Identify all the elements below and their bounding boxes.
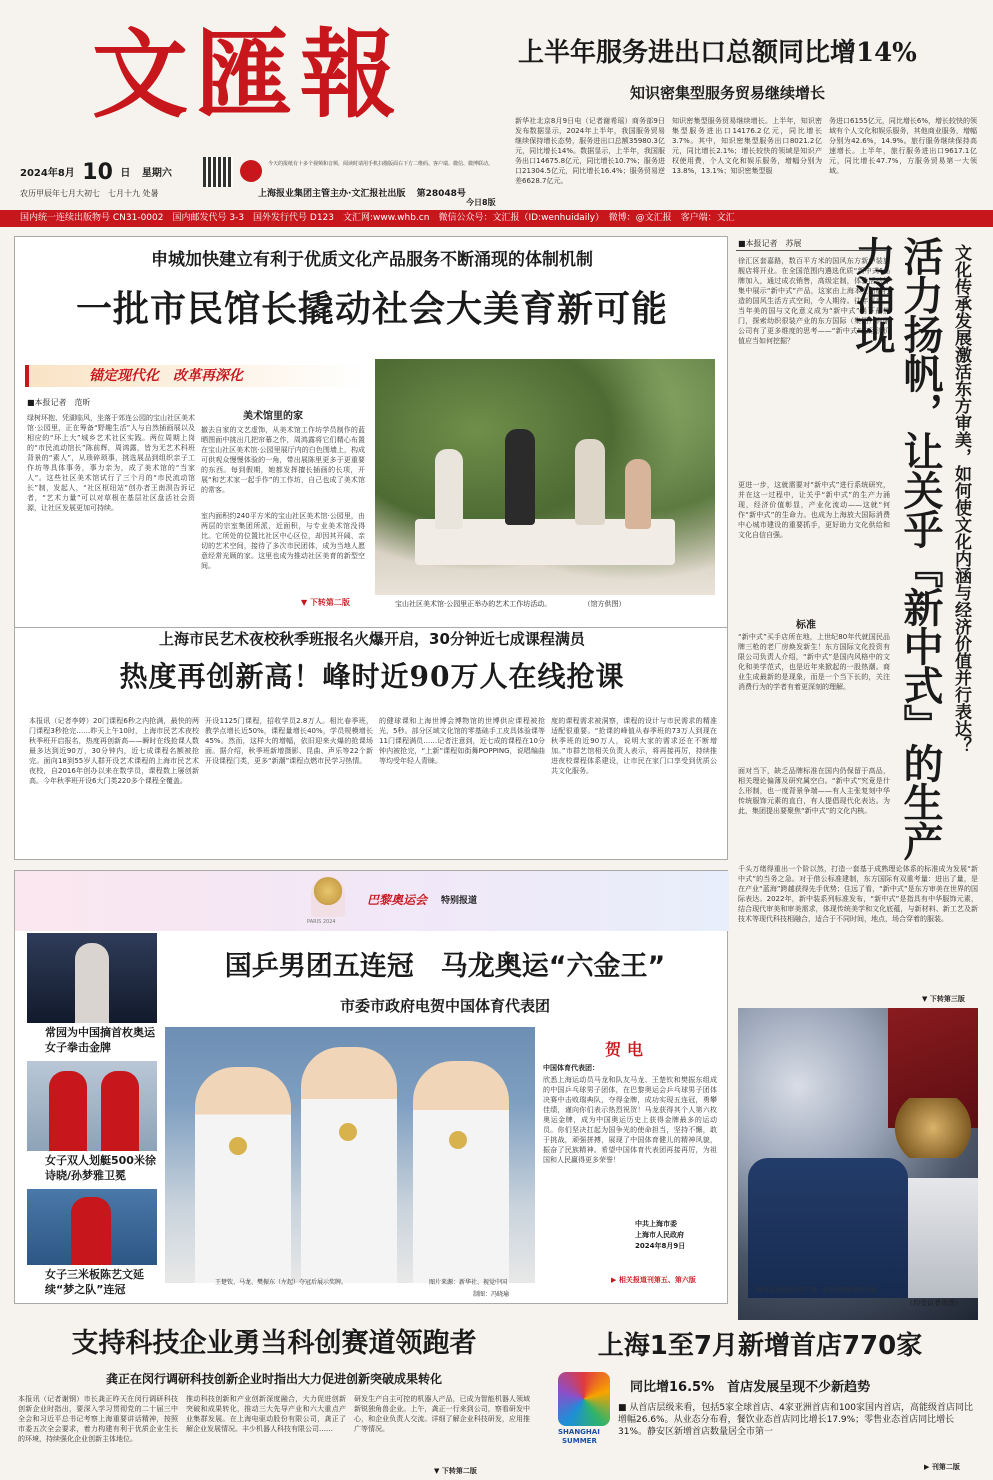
athlete-figure xyxy=(101,1071,139,1151)
athlete-figure xyxy=(71,1197,111,1265)
lead-headline: 一批市民馆长撬动社会大美育新可能 xyxy=(75,289,668,330)
olympics-photo-credit: 图片来源：新华社、视觉中国 xyxy=(429,1279,508,1286)
shanghai-summer-word2: SUMMER xyxy=(562,1437,597,1445)
lead-col3: 室内面积约240平方米的宝山社区美术馆·公园里，由两层的宗室集团所派，近面积，与专业美术馆没得比。它所处的位置比社区中心区位，却因其开阔、亲切的艺术空间，接待了多次市民团体，成为当地人愿意经常光顾的家。这里也成为推动社区美育的新型空间。 xyxy=(201,512,365,570)
sidebar-body5: 千头万绪得重出一个阶以然，打造一套基于成熟理论体系的标准成为发展“新中式”的当务之急。对于借公标准建制，东方国际有双重考量：进出了量，是在产业“蓝海”跨越获得先手优势；住远了看，“新中式”是东方审美在世界的国际表达。2022年，新中装系列标准发布，“新中式”是指具有中华服饰元素，结合现代审美和审美需求，体现传统美学和文化底蕴，与新材料、新工艺及新技术等现代科技相融合，适合于不同时间，地点，场合穿着的服装。 xyxy=(738,865,978,923)
sidebar-vertical-subhead: 文化传承发展激活东方审美，如何使文化内涵与经济价值并行表达？ xyxy=(951,244,971,754)
second-col2: 开设1125门课程，招收学员2.8万人。相比春季班，教学点增长近50%，课程量增长40%，学员规模增长45%。然而，这样大的增幅，依旧迎来火爆的抢课场面。据介绍，秋季班新增摄影、昆曲、声乐等22个新开设课程门类，更多“新潮”课程点燃市民学习热情。 xyxy=(205,717,373,765)
qr-note: 今天的报纸有十多个视频和音频，阅读时请用手机扫描版面右下方二维码。客户端、微信、微博联动。 xyxy=(268,161,494,167)
sidebar-subhead: 标准 xyxy=(796,620,816,631)
science-continued[interactable]: ▼ 下转第二版 xyxy=(434,1467,477,1475)
top-headline: 上半年服务进出口总额同比增14% xyxy=(518,38,917,68)
olympics-photo-caption: 王楚钦、马龙、樊振东（左起）夺冠后展示奖牌。 xyxy=(215,1279,348,1286)
shanghai-summer-word1: SHANGHAI xyxy=(558,1428,600,1436)
publisher: 上海报业集团主管主办·文汇报社出版 xyxy=(258,189,406,199)
reform-banner xyxy=(25,365,365,387)
sidebar-vertical-headline: 活力扬帆，让关乎『新中式』的生产力涌现 xyxy=(849,236,943,860)
second-story xyxy=(14,628,728,860)
science-col1: 本报讯（记者谢钢）市长龚正昨天在闵行调研科技创新企业时指出，要深入学习贯彻党的二十届三中全会和习近平总书记考察上海重要讲话精神，按照市委五次全会要求，着力构建有利于优质企业生长的环境，持续强化企业创新主体地位。 xyxy=(18,1395,178,1443)
top-story-col2: 知识密集型服务贸易继续增长。上半年，知识密集型服务进出口14176.2亿元，同比增长3.7%。其中，知识密集型服务出口8021.2亿元，同比增长2.1%；增长较快的领域是知识产权使用费，个人文化和娱乐服务，增幅分别为13.8%，13.1%；知识密集型服 xyxy=(672,117,822,175)
sidebar-byline: ■本报记者 苏展 xyxy=(738,239,802,248)
telegram-body: 欣悉上海运动员马龙和队友马龙、王楚钦和樊振东组成的中国乒乓球男子团体，在巴黎奥运会乒乓球男子团体决赛中击败瑞典队，夺得金牌，成功实现五连冠，勇攀佳绩，谨向你们表示热烈祝贺！马龙获得其个人第六枚奥运金牌，成为中国奥运历史上获得金牌最多的运动员。你们坚决扛起为国争光的使命担当，坚持不懈，敢于挑战，顽强拼搏，展现了中国体育健儿的精神风貌，振奋了民族精神。希望中国体育代表团再接再厉，为祖国和人民赢得更多荣誉！ xyxy=(543,1076,717,1164)
lunar-date: 农历甲辰年七月大初七 七月十九 处暑 xyxy=(20,189,159,198)
art-workshop-photo xyxy=(375,359,715,595)
medal-icon xyxy=(229,1137,247,1155)
olympics-side-caption-3: 女子三米板陈艺文延续“梦之队”连冠 xyxy=(45,1268,144,1296)
date-day: 10 xyxy=(82,160,113,185)
lead-byline: ■本报记者 范昕 xyxy=(27,398,91,407)
science-subhead: 龚正在闵行调研科技创新企业时指出大力促进创新突破成果转化 xyxy=(105,1372,442,1386)
telegram-box xyxy=(543,1031,723,1291)
retail-subhead: 同比增16.5% 首店发展呈现不少新趋势 xyxy=(630,1380,871,1395)
athlete-fan-zhendong-figure xyxy=(413,1061,509,1283)
person-figure xyxy=(435,449,463,529)
lead-story xyxy=(14,236,728,628)
lead-caption-credit: （馆方供图） xyxy=(583,600,626,608)
paris-mark: PARIS 2024 xyxy=(307,919,336,925)
info-bar-text: 国内统一连续出版物号 CN31-0002 国内邮发代号 3-3 国外发行代号 D123 文汇网:www.whb.cn 微信公众号：文汇报（ID:wenhuidaily） 微博：@文汇报 客户端：文汇 xyxy=(20,213,735,223)
science-col2: 推动科技创新和产业创新深度融合，大力促进创新突破和成果转化，推动三大先导产业和六大重点产业集群发展。在上海电驱动股份有限公司，龚正了解企业发展情况。丰少机器人科技有限公司…… xyxy=(186,1395,346,1433)
lead-col1: 绿树环抱、凭湖临风，坐落于郊连公园的宝山社区美术馆·公园里，正在筹备“野趣生活”人与自然插画展以及相应的“环上大”城乡艺术社区实践。两位周期上岗的“市民流动馆长”陈前辉，周鸿露，皆为无艺术科班背景的“素人”，从琐碎琐事，挑选展品到组织亲子工作坊等具体事务，事力亲为，成了美术馆的“当家人”。这些社区美术馆试行了三个月的“市民流动馆长”制，发起人，“社区枢纽站”创办者王南溟告诉记者，“艺术力量”可以对草根在基层社区盘活社会资源，让社区发展更加可持续。 xyxy=(27,414,195,512)
olympics-headline: 国乒男团五连冠 马龙奥运“六金王” xyxy=(224,951,666,982)
top-subhead: 知识密集型服务贸易继续增长 xyxy=(630,84,826,102)
lead-col2: 撤去自家的文艺虚饰，从美术馆工作坊学员制作的蓝晒图面中挑出几把帘幕之作，周鸿露将它们精心布置在宝山社区美术馆·公园里展厅内的白色围墙上，构成可供观众慢慢体验的一角，带出展陈里更多于更重要的东西。每到假期，她都发挥擅长插画的长项，开展“和艺术家一起手作”的工作坊，自己也成了美术馆的常客。 xyxy=(201,426,365,494)
sidebar-body2: 更进一步，这就需要对“新中式”进行系统研究，并在这一过程中，让关乎“新中式”的生产力涌现，经济价值彰显，产业化流动——这就“何作“新中式”的生命力。也成为上海放大国际消费中心城市建设的重要抓手，更好助力文化供给和文化自信自强。 xyxy=(738,481,890,539)
white-garment xyxy=(908,1178,978,1298)
sidebar-story xyxy=(736,236,981,1316)
science-story xyxy=(14,1318,534,1478)
reform-banner-text: 锚定现代化 改革再深化 xyxy=(89,368,243,384)
issue-date xyxy=(20,160,172,185)
telegram-title: 贺电 xyxy=(605,1040,650,1059)
lead-continued[interactable]: ▼ 下转第二版 xyxy=(301,598,350,607)
publisher-line xyxy=(258,186,466,199)
canoe-photo xyxy=(27,1061,157,1151)
olympics-subhead: 市委市政府电贺中国体育代表团 xyxy=(339,997,550,1015)
second-col3: 的健球课和上海世博会博物馆的世博供应课程被抢光，5秒。部分区域文化馆的零基础手工皮具体验课等11门课程满员……记者注意到，近七成的课程在10分钟内被抢完，“上新”课程如街舞POPPING，说唱编曲等均受年轻人青睐。 xyxy=(379,717,545,765)
sidebar-body3: “新中式”买手店所在地，上世纪80年代就国民品牌三枪的老厂房焕发新生！东方国际文化投资有限公司负责人介绍，“新中式”是国内风格中的文化和美学范式，也是近年来掀起的一股热潮。商业生成最新的是现象，而是一个当下长的，关注消费行为的学者有着更深刻的理解。 xyxy=(738,633,890,691)
sidebar-body1: 徐汇区套嘉路，数百平方米的国风东方新中装旗舰店将开业。在全国范围内遴选优质“新中式”品牌加入，通过成衣销售，高级定制，体验活动等集中展示“新中式”产品，这家由上海本土品牌打造的国风生活方式空间，令人期待。往年以来，当年美的国与文化意义成为“新中式”当下最热门，探索幼织很装产业的东方国际（集团）有限公司有了更多维度的思考——“新中式”的经济价值应当如何挖掘？ xyxy=(738,257,890,345)
second-col1: 本报讯（记者李婷）20门课程6秒之内抢满，最快的两门课程3秒抢完……昨天上午10时，上海市民艺术夜校秋季班开启报名，热度再创新高——瞬时在线抢课人数最多达到近90万，30分钟内，近七成课程名额被抢完。面向18到55岁人群开设艺术课程的上海市民艺术夜校，自2016年创办以来在数学员，课程数上屡创新高。今年秋季班开设6大门类220多个课程全覆盖。 xyxy=(29,717,199,785)
lead-caption-text: 宝山社区美术馆·公园里正举办的艺术工作坊活动。 xyxy=(395,600,552,608)
telegram-recipient: 中国体育代表团： xyxy=(543,1064,599,1072)
olympics-tag: 特别报道 xyxy=(441,896,478,906)
boxer-photo xyxy=(27,933,157,1023)
blue-garment xyxy=(748,1158,908,1298)
retail-headline: 上海1至7月新增首店770家 xyxy=(597,1331,923,1361)
publisher-seal-icon xyxy=(240,160,262,182)
science-col3: 研发生产自主可控的机器人产品，已成为智能机器人领域新锐独角兽企业。上午，龚正一行来到公司，察看研发中心，和企业负责人交流。详细了解企业科技研发，应用推广等情况。 xyxy=(354,1395,530,1433)
telegram-sign-government: 上海市人民政府 xyxy=(635,1231,684,1239)
telegram-related-link[interactable]: ▶ 相关报道刊第五、第六版 xyxy=(611,1276,696,1284)
olympics-side-caption-1: 常园为中国摘首枚奥运女子拳击金牌 xyxy=(45,1026,155,1054)
masthead xyxy=(0,0,993,210)
lead-subhead: 美术馆里的家 xyxy=(243,411,303,422)
second-headline: 热度再创新高！峰时近90万人在线抢课 xyxy=(119,660,625,693)
athlete-figure xyxy=(75,943,109,1023)
person-figure xyxy=(505,429,535,525)
athlete-ma-long-figure xyxy=(301,1047,397,1283)
newspaper-logo: 文匯報 xyxy=(92,18,404,131)
sidebar-body4: 面对当下，缺乏品牌标准在国内仍保留于高品，相关理论偏薄及研究属空白。“新中式”究竟是什么形制，也一度背景争端——有人主张复刻中华传统服饰元素的直白，有人提倡现代化表达。为此，集团提出要聚焦“新中式”的文化内核。 xyxy=(738,767,890,815)
retail-body: ■ 从首店层级来看，包括5家全球首店、4家亚洲首店和100家国内首店，高能级首店同比增幅26.6%。从业态分布看，餐饮业态首店同比增长17.9%；零售业态首店同比增长31%。静安区新增首店数量居全市第一 xyxy=(618,1403,973,1437)
date-prefix: 2024年8月 xyxy=(20,168,75,179)
issue-number: 第28048号 xyxy=(416,189,466,199)
shanghai-summer-logo-icon xyxy=(558,1372,610,1426)
retail-continued[interactable]: ▶ 刊第二版 xyxy=(924,1463,960,1471)
gold-embroidery xyxy=(888,1098,978,1158)
fashion-photo xyxy=(738,1008,978,1320)
lead-kicker: 申城加快建立有利于优质文化产品服务不断涌现的体制机制 xyxy=(151,250,593,270)
weekday: 星期六 xyxy=(141,168,172,179)
lead-photo-caption xyxy=(395,599,625,609)
olympics-side-caption-2: 女子双人划艇500米徐诗晓/孙梦雅卫冕 xyxy=(45,1154,156,1182)
paris-logo-icon xyxy=(311,877,345,917)
sidebar-continued[interactable]: ▼ 下转第三版 xyxy=(922,995,965,1003)
athlete-wang-chuqin-figure xyxy=(195,1067,291,1283)
second-col4: 度的课程需求被洞察，课程的设计与市民需求的精准适配很重要。“抢课的峰值从春季班的73万人到现在秋季班的近90万人，说明大家的需求还在不断增加。”市群艺馆相关负责人表示，将再接再厉，持续推进夜校课程体系建设，让市民在家门口享受到优质公共文化服务。 xyxy=(551,717,717,775)
fashion-photo-credit: （均受访者供图） xyxy=(906,1299,962,1307)
person-figure xyxy=(625,459,651,529)
diver-photo xyxy=(27,1189,157,1265)
medal-icon xyxy=(339,1123,357,1141)
telegram-date: 2024年8月9日 xyxy=(635,1242,686,1250)
table-tennis-team-photo xyxy=(165,1027,535,1283)
olympics-logo-text: 巴黎奥运会 xyxy=(367,893,428,907)
second-kicker: 上海市民艺术夜校秋季班报名火爆开启，30分钟近七成课程满员 xyxy=(159,630,585,648)
athlete-figure xyxy=(49,1071,87,1151)
fashion-photo-caption: 时尚是灵感迭代的产物，更是价值延伸的成果。 xyxy=(756,1287,883,1294)
qr-code[interactable] xyxy=(203,157,233,187)
medal-icon xyxy=(449,1131,467,1149)
person-figure xyxy=(575,439,605,525)
telegram-sign-committee: 中共上海市委 xyxy=(635,1220,677,1228)
science-headline: 支持科技企业勇当科创赛道领跑者 xyxy=(71,1328,477,1359)
olympics-photo-editor: 制图：冯晓瑜 xyxy=(473,1291,510,1298)
info-bar xyxy=(0,210,993,227)
retail-story xyxy=(538,1326,982,1474)
date-suffix: 日 xyxy=(120,168,131,179)
olympics-section xyxy=(14,870,728,1304)
edition-count: 今日8版 xyxy=(466,198,496,207)
top-story-col1: 新华社北京8月9日电（记者谢希瑶）商务部9日发布数据显示，2024年上半年，我国服务贸易继续保持增长态势，服务进出口总额35980.3亿元，同比增长14%。数据显示，上半年，我国服务出口14675.8亿元，同比增长10.7%；服务进口21304.5亿元，同比增长16.4%；服务贸易逆差6628.7亿元。 xyxy=(515,117,665,185)
top-story-col3: 务进口6155亿元，同比增长6%，增长较快的领域有个人文化和娱乐服务，其他商业服务，增幅分别为42.6%，14.9%。旅行服务继续保持高速增长。上半年，旅行服务进出口9617.1亿元，同比增长47.7%，方服务贸易第一大领域。 xyxy=(829,117,977,175)
